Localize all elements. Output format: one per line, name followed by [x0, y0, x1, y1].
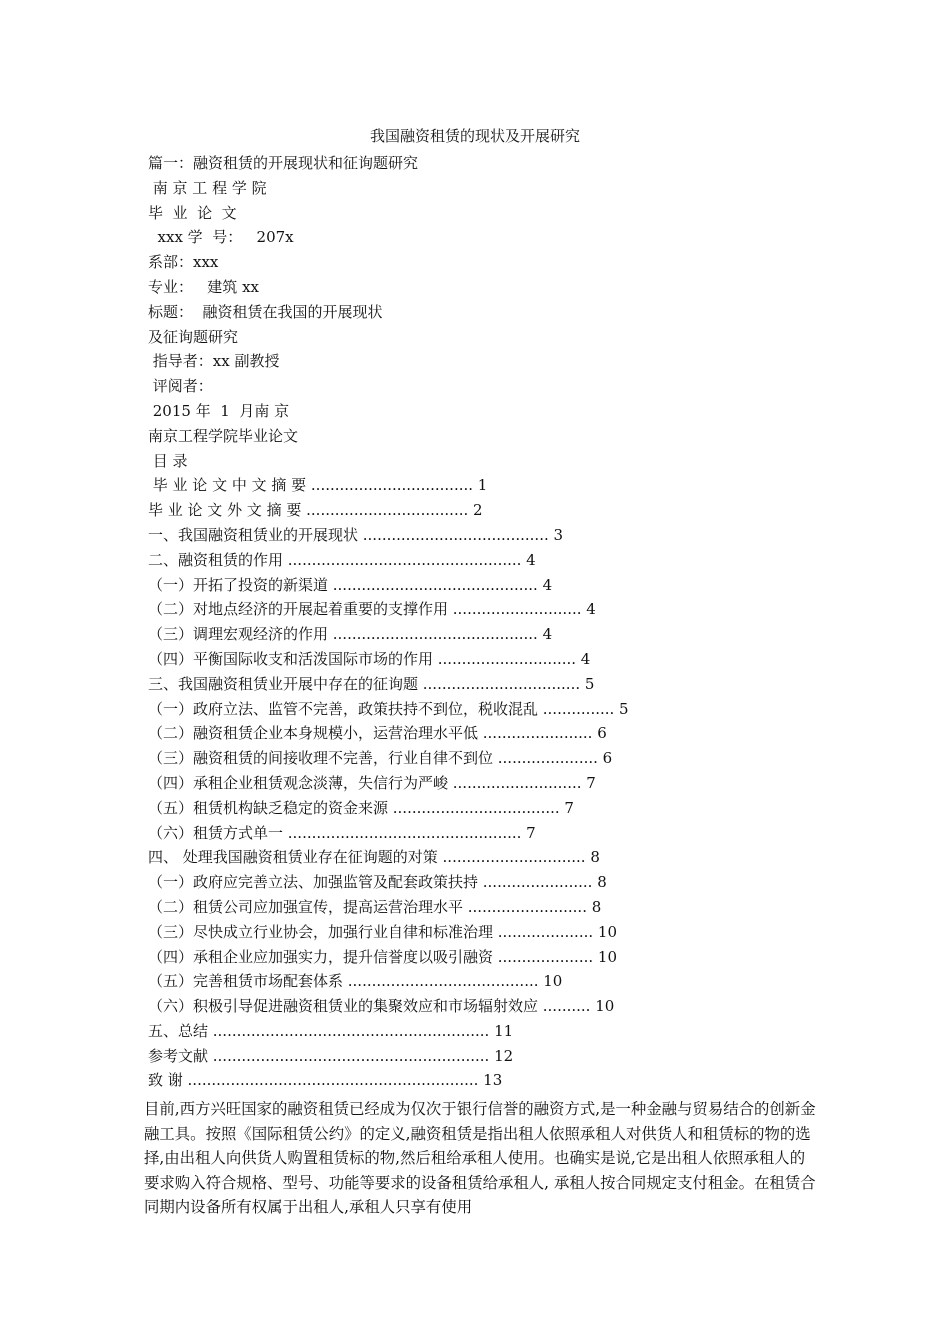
- toc-entry: （四）承租企业应加强实力，提升信誉度以吸引融资 .................... 10: [148, 947, 617, 966]
- toc-entry: 五、总结 .......................................................... 11: [148, 1021, 514, 1040]
- toc-entry: （六）租赁方式单一 ................................................. 7: [148, 823, 536, 842]
- toc-entry: （二）租赁公司应加强宣传，提高运营治理水平 ......................... 8: [148, 897, 602, 916]
- toc-entry: 致 谢 ............................................................. 13: [148, 1071, 503, 1090]
- toc-entry: （四）承租企业租赁观念淡薄，失信行为严峻 ........................... 7: [148, 773, 596, 792]
- toc-entry: （六）积极引导促进融资租赁业的集聚效应和市场辐射效应 .......... 10: [148, 997, 615, 1016]
- advisor: 指导者：xx 副教授: [148, 352, 280, 371]
- major: 专业： 建筑 xx: [148, 277, 259, 296]
- toc-entry: （一）开拓了投资的新渠道 ........................................... 4: [148, 575, 553, 594]
- toc-entry: 毕 业 论 文 中 文 摘 要 .................................. 1: [148, 476, 488, 495]
- school-name: 南 京 工 程 学 院: [148, 178, 267, 197]
- toc-entry: 三、我国融资租赁业开展中存在的征询题 ................................. 5: [148, 674, 595, 693]
- body-paragraph-text: 目前,西方兴旺国家的融资租赁已经成为仅次于银行信誉的融资方式,是一种金融与贸易结合的创新金融工具。按照《国际租赁公约》的定义,融资租赁是指出租人依照承租人对供货人和租赁标的物的选择,由出租人向供货人购置租赁标的物,然后租给承租人使用。也确实是说,它是出租人依照承租人的要求购入符合规格、型号、功能等要求的设备租赁给承租人, 承租人按合同规定支付租金。在租赁合同期内设备所有权属于出租人,承租人只享有使用: [144, 1100, 816, 1217]
- toc-entry: （一）政府立法、监管不完善，政策扶持不到位，税收混乱 ............... 5: [148, 699, 629, 718]
- thesis-label: 毕 业 论 文: [148, 203, 237, 222]
- toc-entry: （三）调理宏观经济的作用 ........................................... 4: [148, 625, 553, 644]
- toc-entry: 四、 处理我国融资租赁业存在征询题的对策 .............................. 8: [148, 848, 600, 867]
- body-paragraph: [144, 1097, 819, 1220]
- thesis-header: 南京工程学院毕业论文: [148, 426, 299, 445]
- toc-entry: 二、融资租赁的作用 ................................................. 4: [148, 550, 536, 569]
- toc-entry: （二）融资租赁企业本身规模小，运营治理水平低 ....................... 6: [148, 724, 607, 743]
- toc-entry: 一、我国融资租赁业的开展现状 ....................................... 3: [148, 525, 564, 544]
- date-place: 2015 年 1 月南 京: [148, 401, 290, 420]
- thesis-title-continued: 及征询题研究: [148, 327, 239, 346]
- department: 系部：xxx: [148, 253, 219, 272]
- student-id: xxx 学 号： 207x: [148, 228, 294, 247]
- toc-entry: （三）融资租赁的间接收理不完善，行业自律不到位 ..................... 6: [148, 749, 613, 768]
- document-lines: [148, 151, 828, 1093]
- toc-entry: （三）尽快成立行业协会，加强行业自律和标准治理 .................... 10: [148, 922, 617, 941]
- toc-entry: （四）平衡国际收支和活泼国际市场的作用 ............................. 4: [148, 649, 591, 668]
- document-title: 我国融资租赁的现状及开展研究: [369, 127, 580, 145]
- toc-title: 目 录: [148, 451, 188, 470]
- thesis-title: 标题： 融资租赁在我国的开展现状: [148, 302, 383, 321]
- toc-entry: （二）对地点经济的开展起着重要的支撑作用 ........................... 4: [148, 600, 596, 619]
- toc-entry: （五）完善租赁市场配套体系 ........................................ 10: [148, 972, 563, 991]
- reviewer: 评阅者：: [148, 377, 213, 396]
- toc-entry: 毕 业 论 文 外 文 摘 要 .................................. 2: [148, 501, 483, 520]
- toc-entry: 参考文献 .......................................................... 12: [148, 1046, 514, 1065]
- section-heading: 篇一：融资租赁的开展现状和征询题研究: [148, 154, 419, 172]
- toc-entry: （五）租赁机构缺乏稳定的资金来源 ................................... 7: [148, 798, 574, 817]
- toc-entry: （一）政府应完善立法、加强监管及配套政策扶持 ....................... 8: [148, 873, 607, 892]
